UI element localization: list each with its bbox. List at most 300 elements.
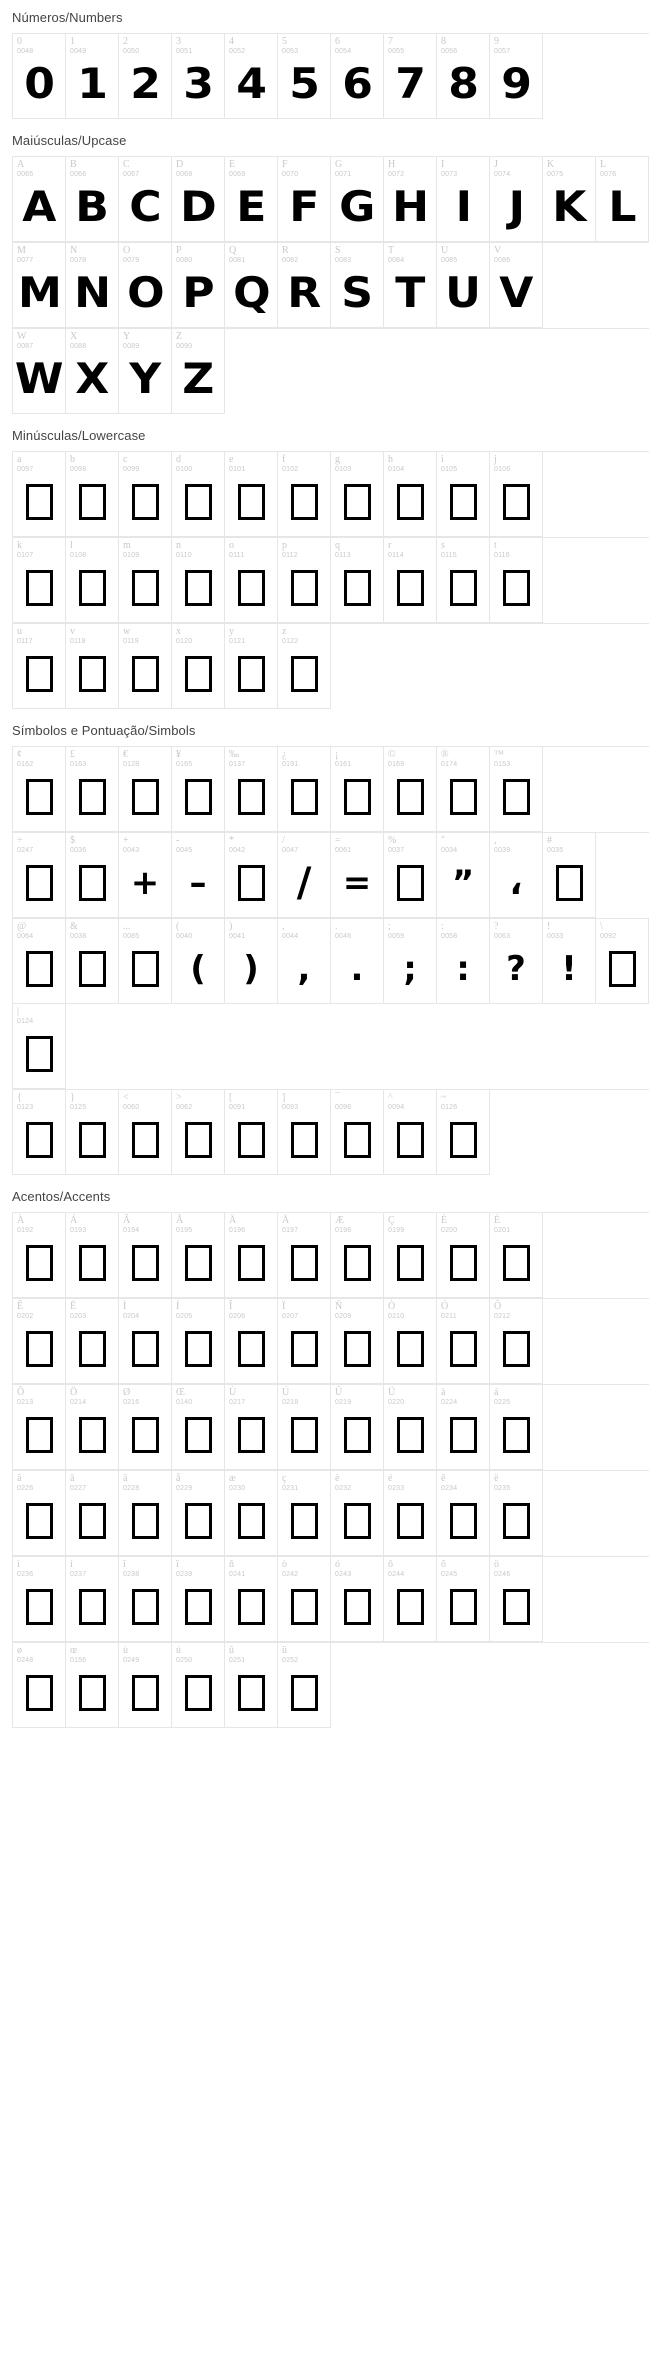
glyph-code-label: 0174 <box>441 760 458 768</box>
glyph-char-label: Z <box>176 331 183 342</box>
glyph-cell[interactable] <box>225 1213 278 1298</box>
glyph-meta <box>172 243 224 264</box>
glyph-meta <box>66 1090 118 1111</box>
glyph-row <box>12 1642 649 1728</box>
glyph-cell[interactable] <box>490 1385 543 1470</box>
glyph-render <box>66 54 118 114</box>
glyph-render <box>119 263 171 323</box>
glyph-cell[interactable] <box>278 1299 331 1384</box>
glyph-char-label: è <box>335 1473 340 1484</box>
glyph-cell[interactable] <box>13 34 66 119</box>
glyph-char-label: q <box>335 540 340 551</box>
notdef-box-icon <box>79 1589 106 1625</box>
glyph-cell[interactable] <box>384 1385 437 1470</box>
glyph-cell[interactable] <box>225 538 278 623</box>
notdef-box-icon <box>26 779 53 815</box>
glyph-char-label: p <box>282 540 287 551</box>
glyph-cell[interactable] <box>384 1557 437 1642</box>
glyph-cell[interactable] <box>225 833 278 918</box>
glyph-meta <box>384 243 436 264</box>
glyph-cell[interactable] <box>278 1385 331 1470</box>
glyph-cell[interactable] <box>172 1090 225 1175</box>
glyph-cell[interactable] <box>13 538 66 623</box>
glyph-cell[interactable] <box>225 1557 278 1642</box>
glyph-render <box>278 177 330 237</box>
glyph-char-label: , <box>494 835 497 846</box>
glyph-meta <box>278 747 330 768</box>
glyph-cell[interactable] <box>331 1299 384 1384</box>
glyph-cell[interactable] <box>13 1004 66 1089</box>
glyph-cell[interactable] <box>66 1557 119 1642</box>
glyph-cell[interactable] <box>225 243 278 328</box>
glyph-cell[interactable] <box>331 919 384 1004</box>
glyph-cell[interactable] <box>66 243 119 328</box>
glyph-cell[interactable] <box>172 157 225 242</box>
glyph-render <box>172 1663 224 1723</box>
glyph-cell[interactable] <box>66 538 119 623</box>
glyph-cell[interactable] <box>13 1385 66 1470</box>
glyph-char-label: 0 <box>17 36 22 47</box>
glyph-cell[interactable] <box>225 747 278 832</box>
glyph-cell[interactable] <box>172 452 225 537</box>
glyph-cell[interactable] <box>225 34 278 119</box>
glyph-cell[interactable] <box>384 157 437 242</box>
glyph-cell[interactable] <box>278 452 331 537</box>
glyph-code-label: 0087 <box>17 342 34 350</box>
glyph-cell[interactable] <box>13 1643 66 1728</box>
glyph-cell[interactable] <box>490 747 543 832</box>
notdef-box-icon <box>185 1675 212 1711</box>
notdef-box-icon <box>397 1122 424 1158</box>
glyph-preview: A <box>22 182 56 231</box>
glyph-code-label: 0212 <box>494 1312 511 1320</box>
glyph-cell[interactable] <box>437 34 490 119</box>
glyph-meta <box>278 1090 330 1111</box>
glyph-cell[interactable] <box>119 1643 172 1728</box>
notdef-box-icon <box>291 1675 318 1711</box>
glyph-cell[interactable] <box>437 1557 490 1642</box>
glyph-render <box>437 263 489 323</box>
glyph-cell[interactable] <box>437 538 490 623</box>
glyph-code-label: 0070 <box>282 170 299 178</box>
glyph-cell[interactable] <box>543 157 596 242</box>
glyph-cell[interactable] <box>331 1213 384 1298</box>
glyph-char-label: F <box>282 159 288 170</box>
glyph-meta <box>66 1557 118 1578</box>
glyph-cell[interactable] <box>119 833 172 918</box>
glyph-cell[interactable] <box>490 1471 543 1556</box>
glyph-char-label: € <box>123 749 128 760</box>
glyph-render <box>66 644 118 704</box>
glyph-render <box>278 1319 330 1379</box>
glyph-cell[interactable] <box>490 1299 543 1384</box>
glyph-cell[interactable] <box>225 1471 278 1556</box>
glyph-cell[interactable] <box>66 1643 119 1728</box>
glyph-meta <box>331 34 383 55</box>
glyph-meta <box>384 1213 436 1234</box>
glyph-cell[interactable] <box>172 1557 225 1642</box>
notdef-box-icon <box>344 1503 371 1539</box>
glyph-cell[interactable] <box>225 624 278 709</box>
glyph-code-label: 0048 <box>17 47 34 55</box>
glyph-code-label: 0042 <box>229 846 246 854</box>
glyph-cell[interactable] <box>543 833 596 918</box>
glyph-meta <box>490 1471 542 1492</box>
glyph-code-label: 0077 <box>17 256 34 264</box>
glyph-cell[interactable] <box>66 1090 119 1175</box>
glyph-cell[interactable] <box>437 243 490 328</box>
glyph-cell[interactable] <box>278 919 331 1004</box>
glyph-cell[interactable] <box>66 1213 119 1298</box>
glyph-cell[interactable] <box>66 34 119 119</box>
glyph-cell[interactable] <box>172 538 225 623</box>
glyph-cell[interactable] <box>437 747 490 832</box>
glyph-cell[interactable] <box>13 833 66 918</box>
notdef-box-icon <box>291 484 318 520</box>
glyph-cell[interactable] <box>278 747 331 832</box>
glyph-cell[interactable] <box>119 1090 172 1175</box>
glyph-render <box>119 939 171 999</box>
glyph-cell[interactable] <box>437 1471 490 1556</box>
glyph-code-label: 0094 <box>388 1103 405 1111</box>
glyph-code-label: 0073 <box>441 170 458 178</box>
glyph-char-label: ] <box>282 1092 286 1103</box>
glyph-preview: S <box>341 268 373 317</box>
glyph-meta <box>13 538 65 559</box>
glyph-meta <box>119 1385 171 1406</box>
glyph-cell[interactable] <box>331 452 384 537</box>
glyph-char-label: . <box>335 921 338 932</box>
glyph-cell[interactable] <box>13 452 66 537</box>
glyph-render <box>13 349 65 409</box>
glyph-cell[interactable] <box>119 538 172 623</box>
glyph-cell[interactable] <box>384 243 437 328</box>
glyph-cell[interactable] <box>490 538 543 623</box>
glyph-cell[interactable] <box>596 157 649 242</box>
glyph-cell[interactable] <box>437 157 490 242</box>
notdef-box-icon <box>26 1122 53 1158</box>
glyph-render <box>278 472 330 532</box>
glyph-cell[interactable] <box>225 157 278 242</box>
glyph-char-label: Ã <box>176 1215 184 1226</box>
glyph-cell[interactable] <box>119 747 172 832</box>
glyph-char-label: î <box>123 1559 126 1570</box>
glyph-cell[interactable] <box>119 1385 172 1470</box>
glyph-meta <box>331 243 383 264</box>
glyph-preview: K <box>552 182 586 231</box>
glyph-cell[interactable] <box>384 919 437 1004</box>
glyph-preview: ، <box>509 863 523 903</box>
glyph-render <box>278 853 330 913</box>
glyph-cell[interactable] <box>331 747 384 832</box>
glyph-cell[interactable] <box>119 243 172 328</box>
glyph-cell[interactable] <box>119 1557 172 1642</box>
glyph-meta <box>437 833 489 854</box>
glyph-meta <box>66 1643 118 1664</box>
glyph-code-label: 0241 <box>229 1570 246 1578</box>
glyph-char-label: A <box>17 159 25 170</box>
glyph-cell[interactable] <box>172 329 225 414</box>
glyph-meta <box>437 34 489 55</box>
glyph-cell[interactable] <box>13 1299 66 1384</box>
glyph-cell[interactable] <box>384 1090 437 1175</box>
glyph-meta <box>331 919 383 940</box>
notdef-box-icon <box>185 1589 212 1625</box>
glyph-cell[interactable] <box>384 1299 437 1384</box>
glyph-cell[interactable] <box>384 452 437 537</box>
glyph-char-label: h <box>388 454 393 465</box>
glyph-cell[interactable] <box>172 243 225 328</box>
glyph-char-label: R <box>282 245 289 256</box>
glyph-code-label: 0071 <box>335 170 352 178</box>
glyph-cell[interactable] <box>66 1471 119 1556</box>
glyph-render <box>119 472 171 532</box>
glyph-cell[interactable] <box>119 1299 172 1384</box>
glyph-cell[interactable] <box>225 919 278 1004</box>
glyph-meta <box>119 1213 171 1234</box>
glyph-cell[interactable] <box>543 919 596 1004</box>
notdef-box-icon <box>556 865 583 901</box>
glyph-cell[interactable] <box>384 1471 437 1556</box>
glyph-render <box>278 1233 330 1293</box>
glyph-render <box>119 1110 171 1170</box>
glyph-cell[interactable] <box>66 157 119 242</box>
glyph-cell[interactable] <box>119 919 172 1004</box>
glyph-cell[interactable] <box>278 1471 331 1556</box>
glyph-cell[interactable] <box>490 1213 543 1298</box>
glyph-cell[interactable] <box>13 919 66 1004</box>
glyph-cell[interactable] <box>384 747 437 832</box>
glyph-cell[interactable] <box>331 538 384 623</box>
glyph-cell[interactable] <box>437 833 490 918</box>
notdef-box-icon <box>26 1331 53 1367</box>
glyph-cell[interactable] <box>172 1385 225 1470</box>
glyph-code-label: 0110 <box>176 551 192 559</box>
notdef-box-icon <box>79 951 106 987</box>
glyph-render <box>278 263 330 323</box>
glyph-cell[interactable] <box>437 1385 490 1470</box>
glyph-cell[interactable] <box>437 452 490 537</box>
glyph-cell[interactable] <box>225 452 278 537</box>
glyph-cell[interactable] <box>66 1299 119 1384</box>
glyph-render <box>384 1405 436 1465</box>
glyph-cell[interactable] <box>172 747 225 832</box>
glyph-code-label: 0075 <box>547 170 564 178</box>
glyph-char-label: - <box>176 835 180 846</box>
notdef-box-icon <box>450 1589 477 1625</box>
glyph-cell[interactable] <box>225 1385 278 1470</box>
glyph-meta <box>119 747 171 768</box>
glyph-preview: J <box>508 182 524 231</box>
glyph-cell[interactable] <box>119 1213 172 1298</box>
glyph-code-label: 0238 <box>123 1570 140 1578</box>
glyph-cell[interactable] <box>13 1090 66 1175</box>
notdef-box-icon <box>450 1122 477 1158</box>
glyph-preview: ; <box>403 949 417 989</box>
glyph-cell[interactable] <box>119 624 172 709</box>
glyph-cell[interactable] <box>596 919 649 1004</box>
glyph-cell[interactable] <box>437 1090 490 1175</box>
glyph-cell[interactable] <box>490 157 543 242</box>
glyph-cell[interactable] <box>331 1471 384 1556</box>
glyph-cell[interactable] <box>331 833 384 918</box>
glyph-section <box>0 713 661 1175</box>
glyph-preview: 7 <box>395 59 425 108</box>
glyph-meta <box>66 329 118 350</box>
glyph-render <box>278 1663 330 1723</box>
glyph-char-label: P <box>176 245 182 256</box>
glyph-cell[interactable] <box>119 329 172 414</box>
glyph-cell[interactable] <box>66 452 119 537</box>
glyph-char-label: + <box>123 835 129 846</box>
glyph-cell[interactable] <box>490 919 543 1004</box>
glyph-code-label: 0220 <box>388 1398 405 1406</box>
glyph-meta <box>278 1557 330 1578</box>
glyph-cell[interactable] <box>331 157 384 242</box>
glyph-cell[interactable] <box>278 243 331 328</box>
glyph-cell[interactable] <box>437 1213 490 1298</box>
glyph-code-label: 0199 <box>388 1226 405 1234</box>
glyph-cell[interactable] <box>225 1643 278 1728</box>
notdef-box-icon <box>450 779 477 815</box>
glyph-cell[interactable] <box>66 919 119 1004</box>
glyph-cell[interactable] <box>384 1213 437 1298</box>
glyph-cell[interactable] <box>437 919 490 1004</box>
glyph-cell[interactable] <box>119 34 172 119</box>
glyph-cell[interactable] <box>172 1471 225 1556</box>
glyph-cell[interactable] <box>490 452 543 537</box>
glyph-cell[interactable] <box>66 1385 119 1470</box>
glyph-render <box>172 1405 224 1465</box>
glyph-cell[interactable] <box>278 833 331 918</box>
glyph-cell[interactable] <box>13 747 66 832</box>
glyph-cell[interactable] <box>437 1299 490 1384</box>
glyph-meta <box>437 243 489 264</box>
glyph-meta <box>331 833 383 854</box>
glyph-cell[interactable] <box>490 833 543 918</box>
glyph-render <box>13 558 65 618</box>
glyph-cell[interactable] <box>331 34 384 119</box>
glyph-char-label: 3 <box>176 36 181 47</box>
glyph-preview: D <box>180 182 216 231</box>
glyph-cell[interactable] <box>172 919 225 1004</box>
glyph-cell[interactable] <box>278 1213 331 1298</box>
glyph-cell[interactable] <box>384 833 437 918</box>
glyph-char-label: Y <box>123 331 131 342</box>
glyph-code-label: 0064 <box>17 932 34 940</box>
glyph-char-label: X <box>70 331 78 342</box>
glyph-cell[interactable] <box>66 747 119 832</box>
glyph-cell[interactable] <box>225 1090 278 1175</box>
glyph-code-label: 0219 <box>335 1398 352 1406</box>
glyph-char-label: b <box>70 454 75 465</box>
glyph-render <box>384 263 436 323</box>
glyph-code-label: 0216 <box>123 1398 140 1406</box>
glyph-cell[interactable] <box>278 1557 331 1642</box>
glyph-char-label: v <box>70 626 75 637</box>
glyph-char-label: c <box>123 454 128 465</box>
glyph-cell[interactable] <box>490 243 543 328</box>
glyph-render <box>119 349 171 409</box>
glyph-code-label: 0060 <box>123 1103 140 1111</box>
glyph-cell[interactable] <box>13 157 66 242</box>
glyph-render <box>543 939 595 999</box>
glyph-cell[interactable] <box>66 624 119 709</box>
glyph-meta <box>278 1471 330 1492</box>
glyph-cell[interactable] <box>278 1090 331 1175</box>
glyph-cell[interactable] <box>278 1643 331 1728</box>
glyph-char-label: z <box>282 626 287 637</box>
glyph-cell[interactable] <box>278 34 331 119</box>
glyph-render <box>278 558 330 618</box>
glyph-code-label: 0224 <box>441 1398 458 1406</box>
glyph-cell[interactable] <box>172 1299 225 1384</box>
glyph-meta <box>66 538 118 559</box>
glyph-cell[interactable] <box>278 157 331 242</box>
glyph-render <box>172 558 224 618</box>
glyph-meta <box>172 1557 224 1578</box>
glyph-cell[interactable] <box>13 243 66 328</box>
glyph-cell[interactable] <box>490 34 543 119</box>
glyph-cell[interactable] <box>331 1090 384 1175</box>
glyph-row <box>12 1470 649 1556</box>
glyph-cell[interactable] <box>172 1213 225 1298</box>
glyph-render <box>490 939 542 999</box>
glyph-render <box>225 644 277 704</box>
glyph-cell[interactable] <box>172 1643 225 1728</box>
glyph-cell[interactable] <box>278 624 331 709</box>
glyph-cell[interactable] <box>119 157 172 242</box>
glyph-render <box>490 177 542 237</box>
glyph-cell[interactable] <box>172 34 225 119</box>
glyph-cell[interactable] <box>384 34 437 119</box>
glyph-cell[interactable] <box>66 833 119 918</box>
glyph-cell[interactable] <box>225 1299 278 1384</box>
glyph-cell[interactable] <box>13 329 66 414</box>
notdef-box-icon <box>132 1331 159 1367</box>
glyph-meta <box>13 747 65 768</box>
glyph-preview: E <box>236 182 266 231</box>
glyph-cell[interactable] <box>13 624 66 709</box>
glyph-code-label: 0069 <box>229 170 246 178</box>
glyph-cell[interactable] <box>13 1213 66 1298</box>
glyph-code-label: 0078 <box>70 256 87 264</box>
glyph-code-label: 0128 <box>123 760 140 768</box>
glyph-code-label: 0169 <box>388 760 405 768</box>
glyph-cell[interactable] <box>66 329 119 414</box>
notdef-box-icon <box>238 1589 265 1625</box>
glyph-cell[interactable] <box>13 1471 66 1556</box>
glyph-render <box>543 853 595 913</box>
glyph-meta <box>66 1299 118 1320</box>
glyph-cell[interactable] <box>490 1557 543 1642</box>
glyph-cell[interactable] <box>119 452 172 537</box>
glyph-cell[interactable] <box>172 624 225 709</box>
glyph-cell[interactable] <box>384 538 437 623</box>
glyph-cell[interactable] <box>172 833 225 918</box>
glyph-meta <box>225 1643 277 1664</box>
glyph-meta <box>172 624 224 645</box>
glyph-cell[interactable] <box>331 1385 384 1470</box>
glyph-char-label: { <box>17 1092 22 1103</box>
glyph-cell[interactable] <box>331 1557 384 1642</box>
glyph-meta <box>331 538 383 559</box>
glyph-cell[interactable] <box>331 243 384 328</box>
glyph-cell[interactable] <box>119 1471 172 1556</box>
glyph-cell[interactable] <box>13 1557 66 1642</box>
glyph-code-label: 0072 <box>388 170 405 178</box>
glyph-cell[interactable] <box>278 538 331 623</box>
